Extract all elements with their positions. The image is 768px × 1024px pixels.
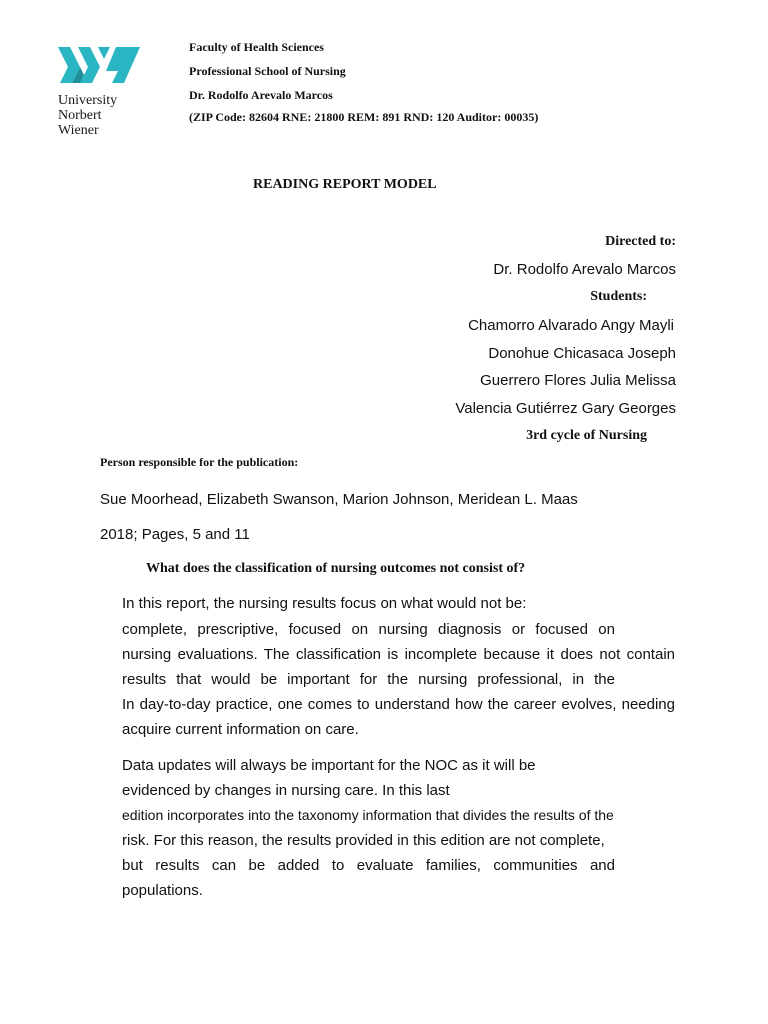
paragraph-1-line: results that would be important for the nursing professional, in the <box>122 671 615 688</box>
paragraph-2-line: populations. <box>122 882 203 899</box>
paragraph-1-line: nursing evaluations. The classification is incomplete because it does not contain <box>122 646 675 663</box>
student-2: Donohue Chicasaca Joseph <box>488 345 676 362</box>
doctor-name: Dr. Rodolfo Arevalo Marcos <box>189 88 333 102</box>
faculty-name: Faculty of Health Sciences <box>189 40 324 54</box>
registration-codes: (ZIP Code: 82604 RNE: 21800 REM: 891 RND: 120 Auditor: 00035) <box>189 110 539 124</box>
question-heading: What does the classification of nursing outcomes not consist of? <box>146 561 526 576</box>
publication-label: Person responsible for the publication: <box>100 455 299 469</box>
directed-name: Dr. Rodolfo Arevalo Marcos <box>493 261 676 278</box>
university-logo-icon <box>58 45 142 87</box>
paragraph-2-line: risk. For this reason, the results provided in this edition are not complete, <box>122 832 605 849</box>
cycle: 3rd cycle of Nursing <box>526 428 647 443</box>
university-logo <box>58 45 144 138</box>
paragraph-1-line: In day-to-day practice, one comes to understand how the career evolves, needing <box>122 696 675 713</box>
students-label: Students: <box>590 289 647 304</box>
school-name: Professional School of Nursing <box>189 64 346 78</box>
logo-line-2: Norbert Wiener <box>58 108 102 138</box>
student-4: Valencia Gutiérrez Gary Georges <box>455 400 676 417</box>
publication-authors: Sue Moorhead, Elizabeth Swanson, Marion Johnson, Meridean L. Maas <box>100 491 578 508</box>
paragraph-2-line: evidenced by changes in nursing care. In this last <box>122 782 450 799</box>
paragraph-1-line: In this report, the nursing results focus on what would not be: <box>122 595 527 612</box>
logo-line-1: University <box>58 93 118 108</box>
paragraph-2-line: Data updates will always be important for the NOC as it will be <box>122 757 536 774</box>
student-3: Guerrero Flores Julia Melissa <box>480 372 676 389</box>
paragraph-1-line: acquire current information on care. <box>122 721 359 738</box>
paragraph-2-line: edition incorporates into the taxonomy information that divides the results of the <box>122 807 614 823</box>
paragraph-1-line: complete, prescriptive, focused on nursing diagnosis or focused on <box>122 621 615 638</box>
directed-label: Directed to: <box>605 234 676 249</box>
document-title: READING REPORT MODEL <box>253 177 437 192</box>
student-1: Chamorro Alvarado Angy Mayli <box>468 317 674 334</box>
paragraph-2-line: but results can be added to evaluate families, communities and <box>122 857 615 874</box>
publication-pages: 2018; Pages, 5 and 11 <box>100 526 250 543</box>
